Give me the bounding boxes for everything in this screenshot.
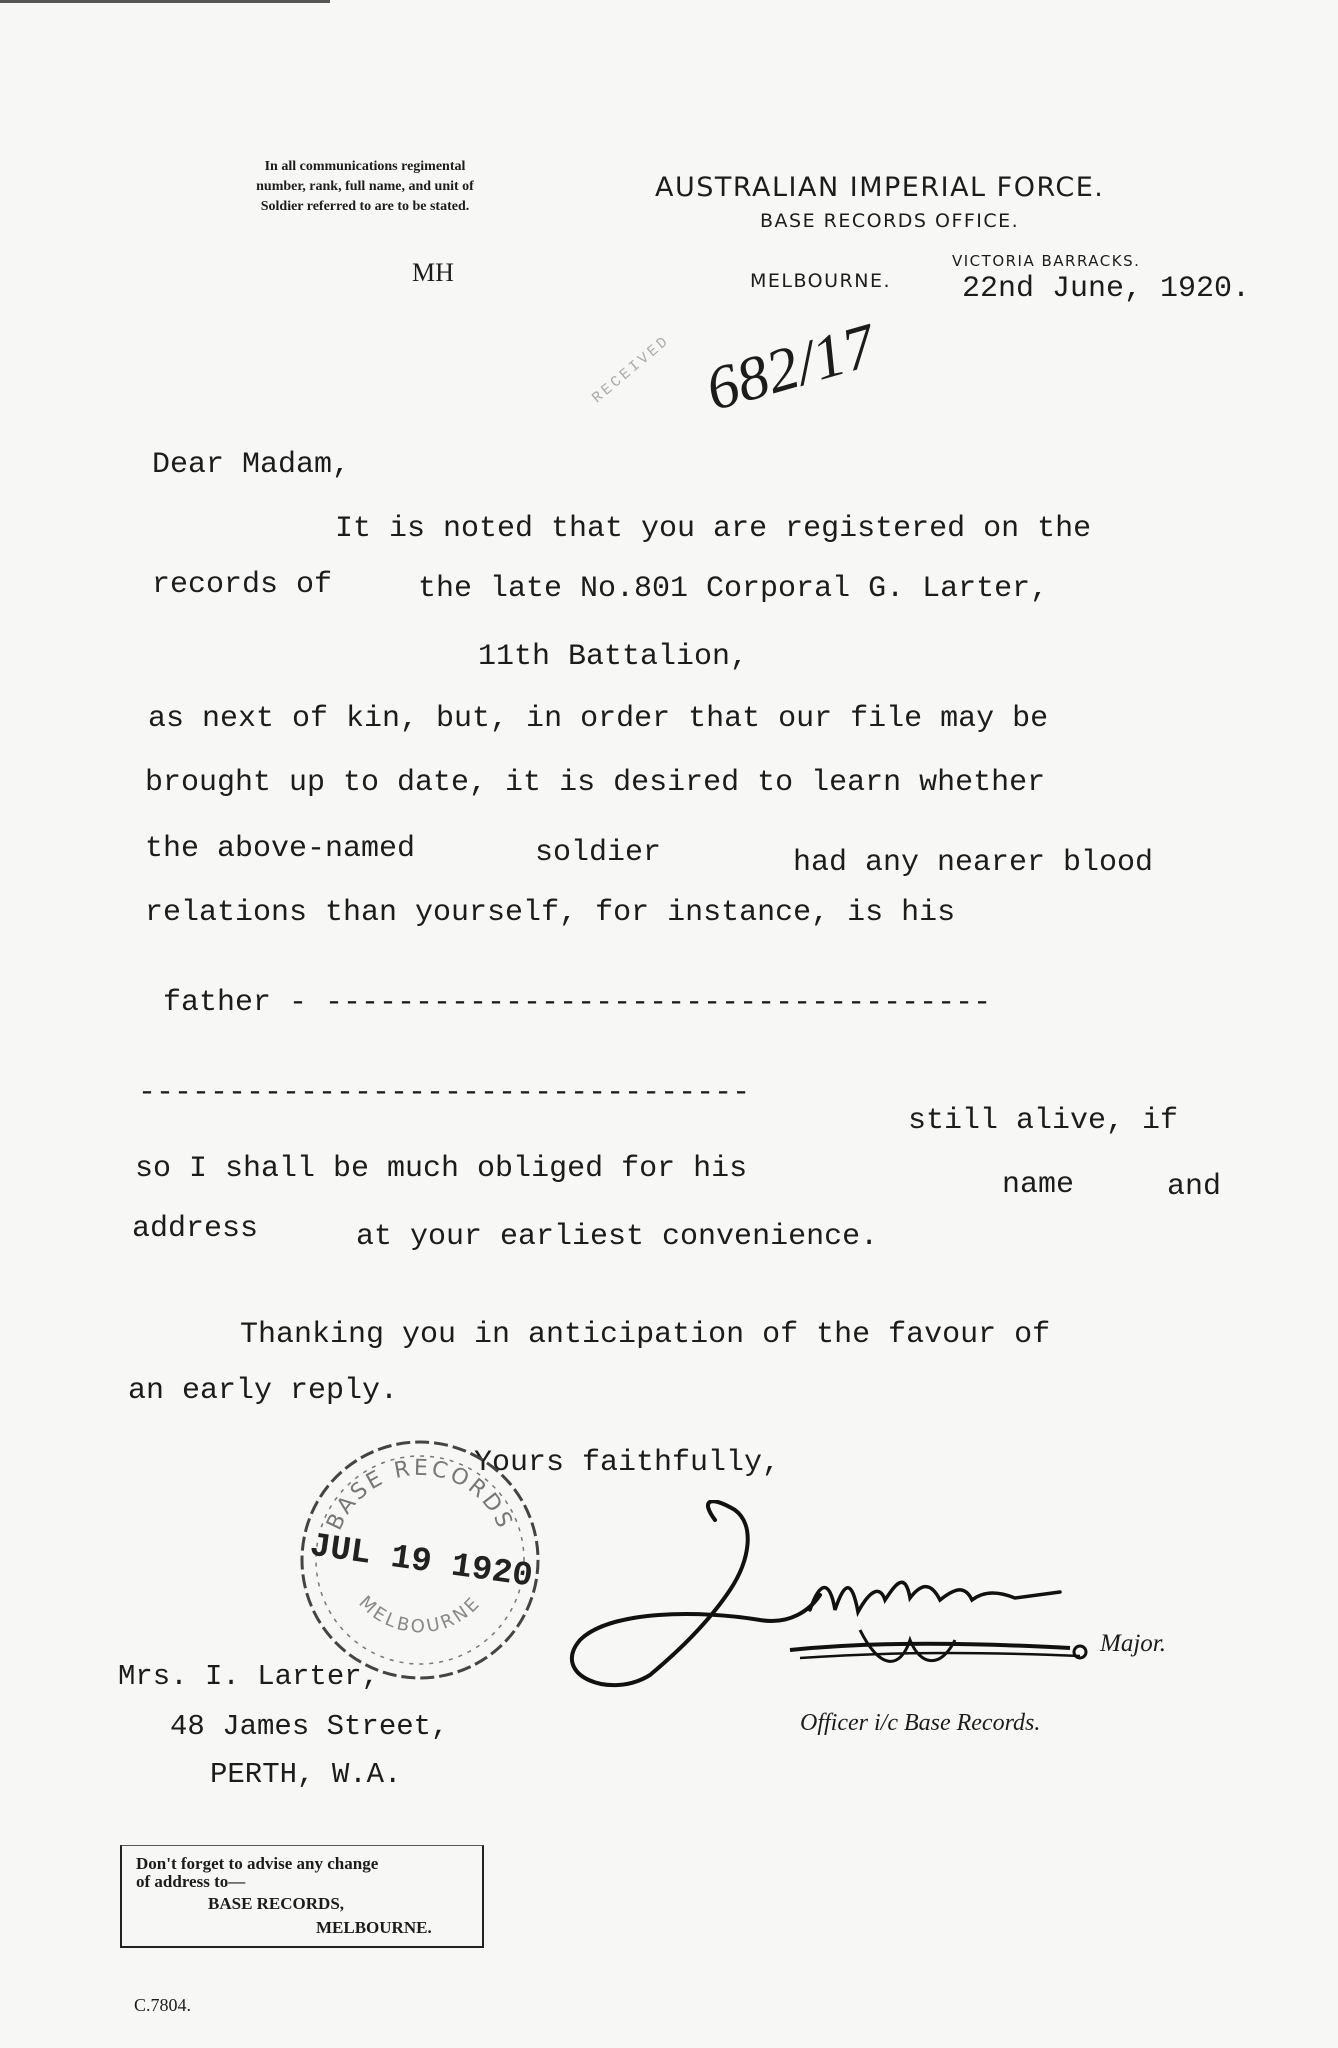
note-line: number, rank, full name, and unit of	[256, 179, 474, 194]
signatory-rank: Major.	[1100, 1630, 1166, 1657]
stamp-bottom-text: MELBOURNE	[354, 1591, 486, 1638]
body-line: so I shall be much obliged for his	[135, 1152, 748, 1186]
body-line: the late No.801 Corporal G. Larter,	[418, 572, 1049, 606]
letterhead-office: BASE RECORDS OFFICE.	[760, 210, 1020, 232]
stamp-date: JUL 19 1920	[307, 1527, 535, 1597]
typist-initials: MH	[412, 258, 454, 287]
svg-text:MELBOURNE	[354, 1592, 485, 1637]
addressee-city: PERTH, W.A.	[210, 1758, 402, 1791]
body-line: relations than yourself, for instance, is his	[145, 896, 956, 930]
notice-line: BASE RECORDS,	[208, 1894, 345, 1913]
letterhead-barracks: VICTORIA BARRACKS.	[952, 252, 1141, 270]
body-line: name	[1002, 1168, 1075, 1202]
note-line: In all communications regimental	[264, 159, 466, 174]
svg-text:BASE RECORDS	[322, 1456, 518, 1534]
received-date-stamp	[290, 1430, 550, 1690]
addressee-street: 48 James Street,	[170, 1710, 449, 1743]
letterhead-organisation: AUSTRALIAN IMPERIAL FORCE.	[655, 172, 1105, 203]
body-line: records of	[152, 568, 333, 602]
stamp-top-text: BASE RECORDS	[322, 1455, 518, 1535]
dashed-fill-line: father - -------------------------------------	[163, 986, 992, 1020]
body-line: an early reply.	[128, 1374, 399, 1408]
closing: Yours faithfully,	[474, 1446, 781, 1480]
notice-line: of address to—	[136, 1872, 246, 1891]
body-line: at your earliest convenience.	[356, 1220, 879, 1254]
body-line: and	[1167, 1170, 1222, 1204]
form-number: C.7804.	[134, 1995, 192, 2015]
body-line: address	[132, 1212, 259, 1246]
body-line: soldier	[535, 836, 662, 870]
unit-line: 11th Battalion,	[478, 640, 749, 674]
body-line: It is noted that you are registered on the	[335, 512, 1092, 546]
page-top-edge-line	[0, 0, 330, 3]
dashed-fill-line: ----------------------------------	[138, 1076, 751, 1110]
note-line: Soldier referred to are to be stated.	[260, 199, 470, 214]
notice-line: MELBOURNE.	[316, 1918, 432, 1937]
body-line: the above-named	[145, 832, 416, 866]
signatory-title: Officer i/c Base Records.	[800, 1710, 1041, 1736]
received-stamp-faint: RECEIVED	[589, 332, 674, 407]
handwritten-file-number: 682/17	[698, 311, 884, 425]
change-of-address-notice	[120, 1845, 484, 1948]
body-line: brought up to date, it is desired to learn whether	[145, 766, 1046, 800]
letter-date: 22nd June, 1920.	[962, 272, 1251, 306]
handwritten-signature	[560, 1500, 1100, 1700]
body-line: as next of kin, but, in order that our file may be	[148, 702, 1049, 736]
letterhead-city: MELBOURNE.	[750, 270, 892, 292]
notice-line: Don't forget to advise any change	[136, 1854, 379, 1873]
body-line: had any nearer blood	[793, 846, 1154, 880]
body-line: still alive, if	[908, 1104, 1179, 1138]
addressee-name: Mrs. I. Larter,	[118, 1660, 380, 1693]
salutation: Dear Madam,	[152, 448, 351, 482]
body-line: Thanking you in anticipation of the favour of	[240, 1318, 1051, 1352]
communications-note	[210, 157, 520, 217]
